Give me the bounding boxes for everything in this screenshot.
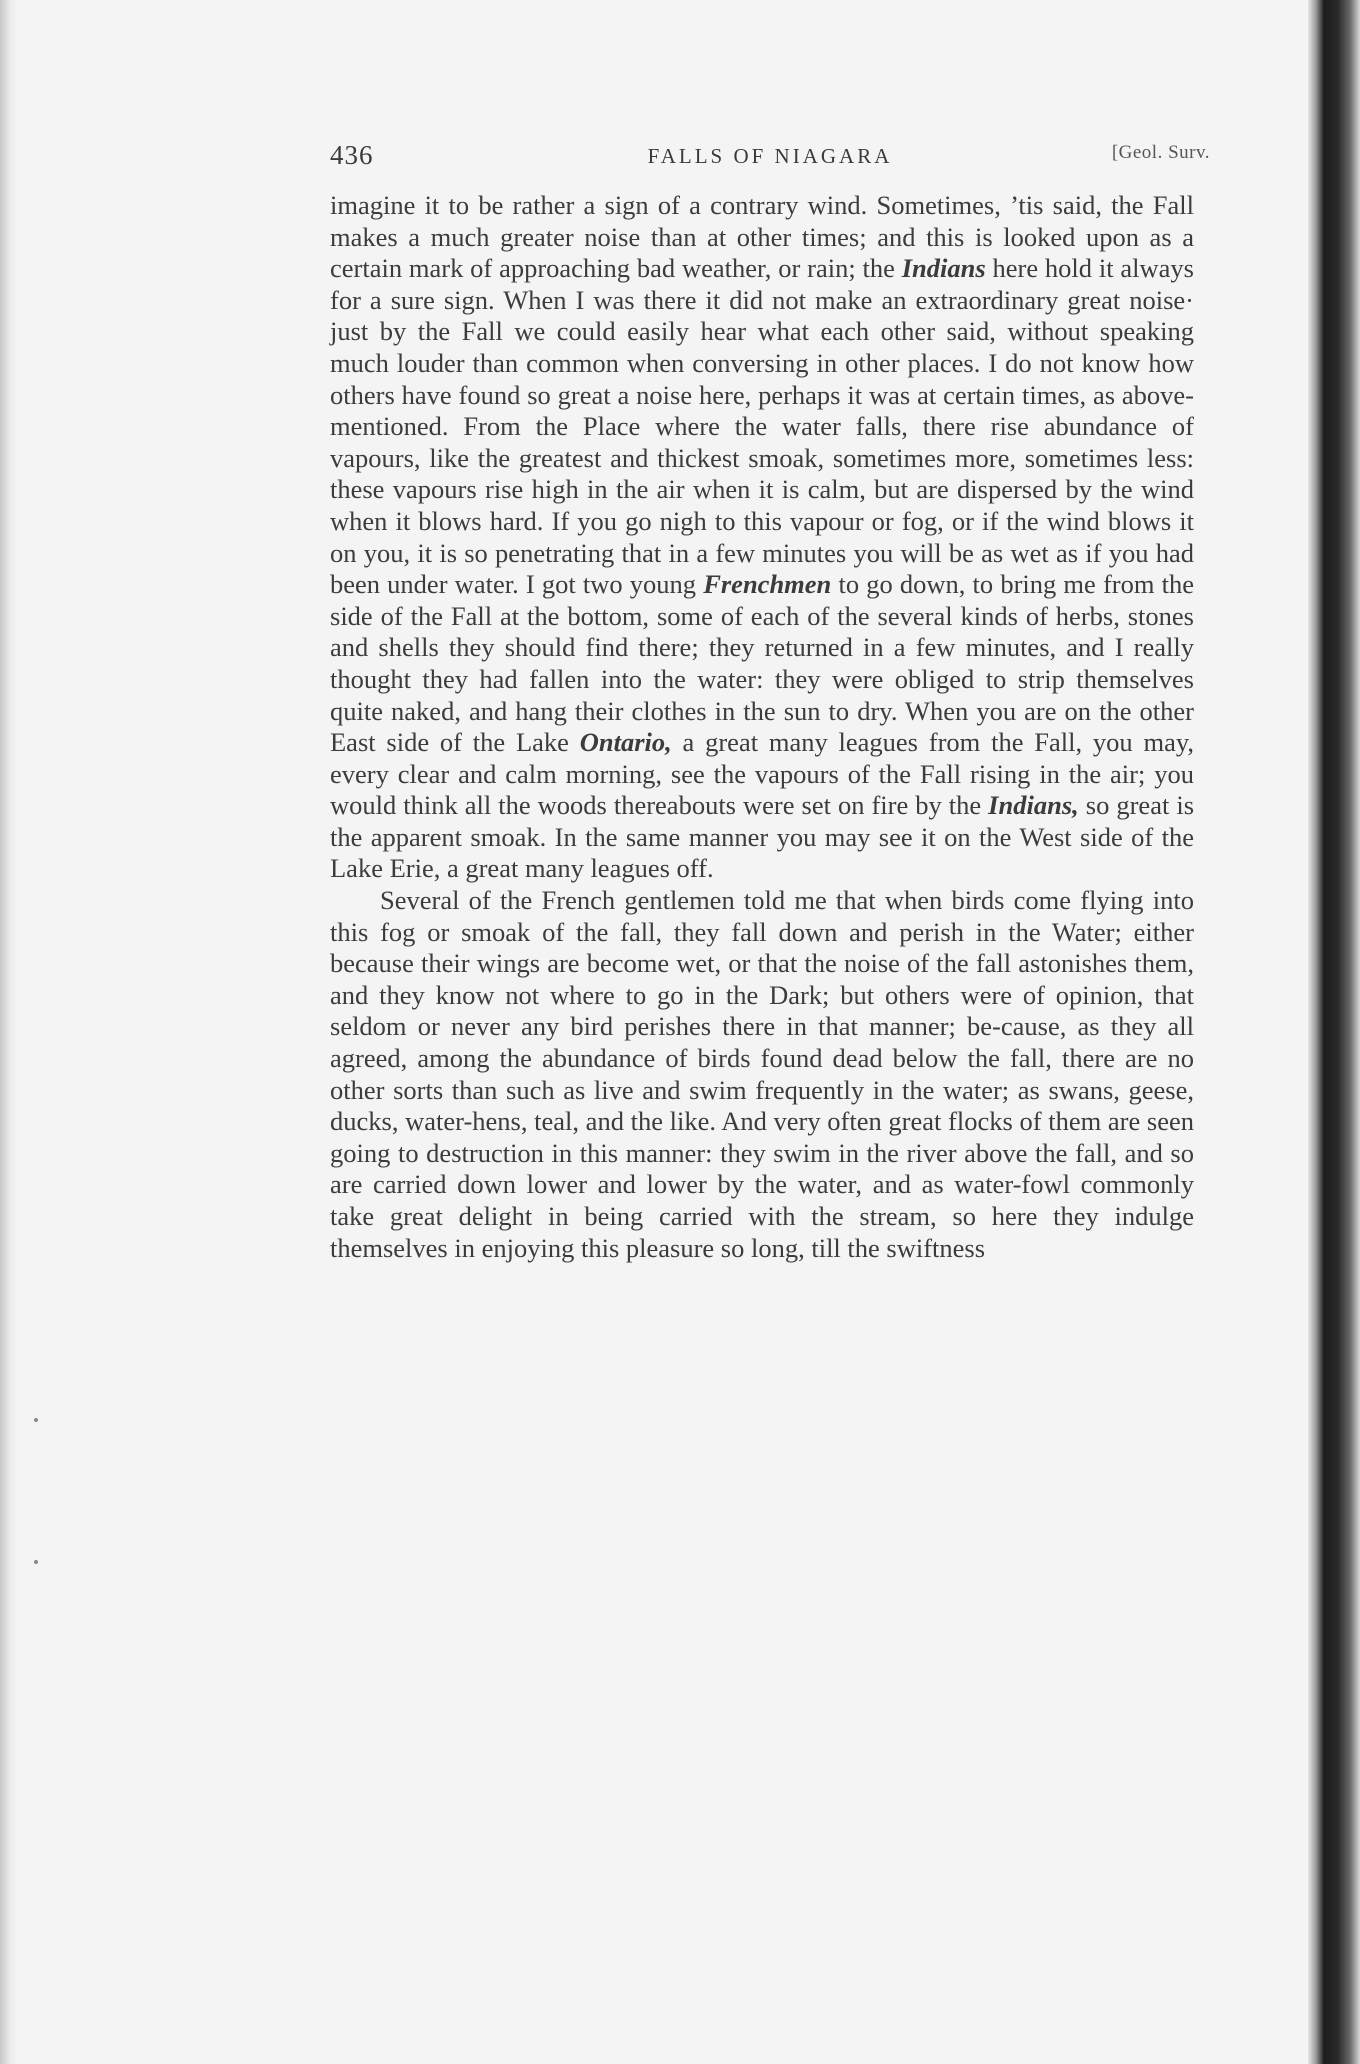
- page-header: [330, 140, 1210, 170]
- text-segment: here hold it always for a sure sign. When I was there it did not make an extraordinary great noise· just by the Fall we could easily hear what each other said, without speaking much louder than common when conversing in other places. I do not know how others have found so great a noise here, perhaps it was at certain times, as above-mentioned. From the Place where the water falls, there rise abundance of vapours, like the greatest and thickest smoak, sometimes more, sometimes less: these vapours rise high in the air when it is calm, but are dispersed by the wind when it blows hard. If you go nigh to this vapour or fog, or if the wind blows it on you, it is so penetrating that in a few minutes you will be as wet as if you had been under water. I got two young: [330, 253, 1194, 600]
- paragraph-continued: [330, 190, 1194, 885]
- italic-word: Frenchmen: [703, 569, 832, 600]
- page-left-edge: [0, 0, 18, 2064]
- text-segment: to go down, to bring me from the side of the Fall at the bottom, some of each of the several kinds of herbs, stones and shells they should find there; they returned in a few minutes, and I really thought they had fallen into the water: they were obliged to strip themselves quite naked, and hang their clothes in the sun to dry. When you are on the other East side of the Lake: [330, 569, 1195, 758]
- scan-speck: [34, 1560, 38, 1564]
- paragraph-birds: [330, 885, 1194, 1264]
- book-binding-shadow: [1308, 0, 1360, 2064]
- text-segment: Several of the French gentlemen told me that when birds come flying into this fog or smoak of the fall, they fall down and perish in the Water; either because their wings are become wet, or that the noise of the fall astonishes them, and they know not where to go in the Dark; but others were of opinion, that seldom or never any bird perishes there in that manner; be-cause, as they all agreed, among the abundance of birds found dead below the fall, there are no other sorts than such as live and swim frequently in the water; as swans, geese, ducks, water-hens, teal, and the like. And very often great flocks of them are seen going to destruction in this manner: they swim in the river above the fall, and so are carried down lower and lower by the water, and as water-fowl commonly take great delight in being carried with the stream, so here they indulge themselves in enjoying this pleasure so long, till the swiftness: [330, 885, 1194, 1263]
- running-head: FALLS OF NIAGARA: [647, 144, 893, 168]
- survey-note: [Geol. Surv.: [1111, 142, 1210, 163]
- scan-speck: [34, 1418, 38, 1422]
- text-segment: a great many leagues from the Fall, you may, every clear and calm morning, see the vapours of the Fall rising in the air; you would think all the woods thereabouts were set on fire by the: [330, 727, 1194, 821]
- text-segment: imagine it to be rather a sign of a contrary wind. Sometimes, ’tis said, the Fall makes a much greater noise than at other times; and this is looked upon as a certain mark of approaching bad weather, or rain; the: [330, 190, 1194, 284]
- body-text: [330, 190, 1194, 1264]
- italic-word: Indians,: [988, 790, 1079, 821]
- page-number: 436: [330, 140, 374, 170]
- text-segment: so great is the apparent smoak. In the same manner you may see it on the West side of the Lake Erie, a great many leagues off.: [330, 790, 1195, 884]
- italic-word: Ontario,: [579, 727, 672, 758]
- italic-word: Indians: [901, 253, 986, 284]
